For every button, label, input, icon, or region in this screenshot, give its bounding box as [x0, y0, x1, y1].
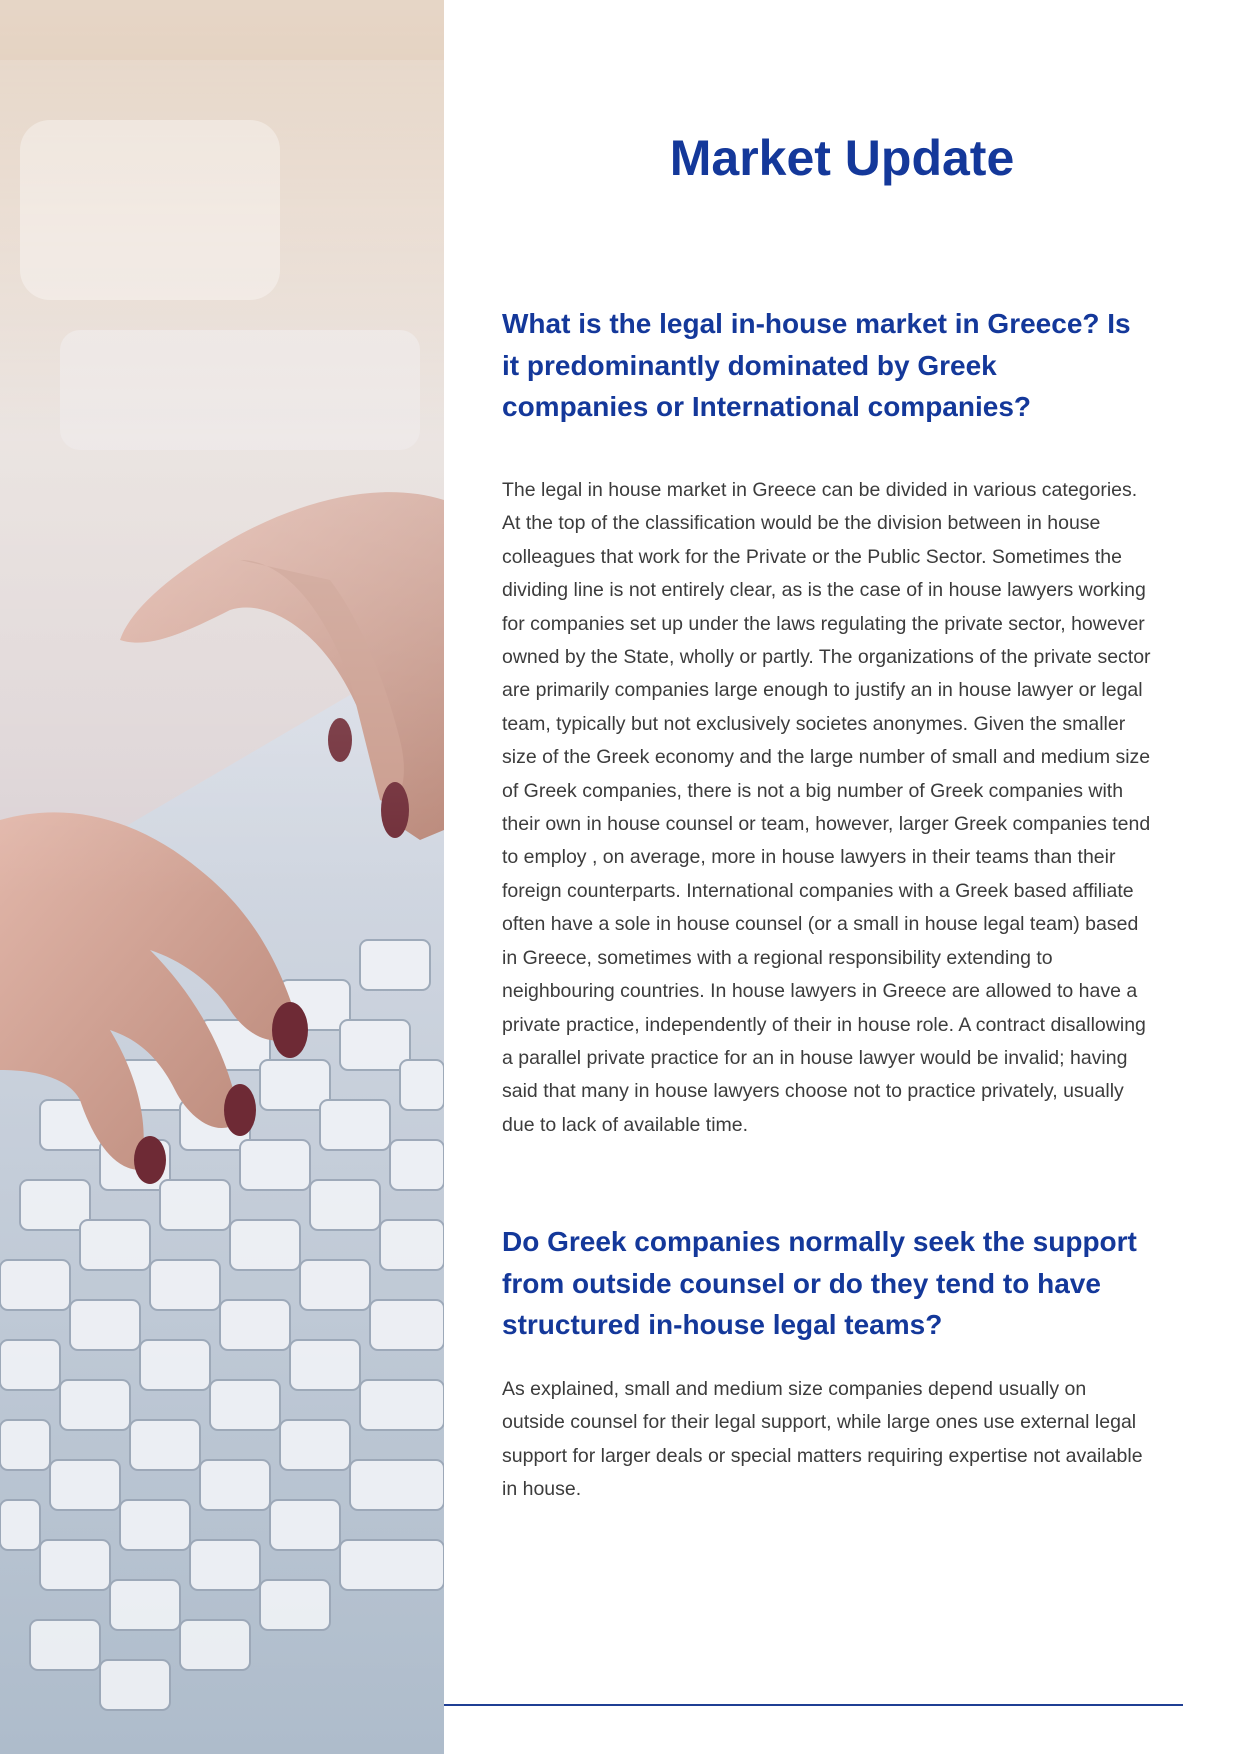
question-heading-2: Do Greek companies normally seek the support from outside counsel or do they tend to have structured in-house legal teams? — [502, 1226, 1137, 1340]
answer-paragraph-1: The legal in house market in Greece can be divided in various categories. At the top of the classification would be the division between in house colleagues that work for the Private or the Public Sector. Sometimes the dividing line is not entirely clear, as is the case of in house lawyers working for companies set up under the laws regulating the private sector, however owned by the State, wholly or partly. The organizations of the private sector are primarily companies large enough to justify an in house lawyer or legal team, typically but not exclusively societes anonymes. Given the smaller size of the Greek economy and the large number of small and medium size of Greek companies, there is not a big number of Greek companies with their own in house counsel or team, however, larger Greek companies tend to employ , on average, more in house lawyers in their teams than their foreign counterparts. International companies with a Greek based affiliate often have a sole in house counsel (or a small in house legal team) based in Greece, sometimes with a regional responsibility extending to neighbouring countries. In house lawyers in Greece are allowed to have a private practice, independently of their in house role. A contract disallowing a parallel private practice for an in house lawyer would be invalid; having said that many in house lawyers choose not to practice privately, usually due to lack of available time. — [502, 479, 1151, 1136]
answer-paragraph-2: As explained, small and medium size companies depend usually on outside counsel for their legal support, while large ones use external legal support for larger deals or special matters requiring expertise not available in house. — [502, 1378, 1143, 1501]
question-heading-1: What is the legal in-house market in Greece? Is it predominantly dominated by Greek companies or International companies? — [502, 308, 1131, 422]
footer-divider — [444, 1704, 1183, 1706]
page-title: Market Update — [669, 130, 1015, 186]
article-column — [444, 0, 1240, 1754]
keyboard-typing-photo — [0, 0, 444, 1754]
